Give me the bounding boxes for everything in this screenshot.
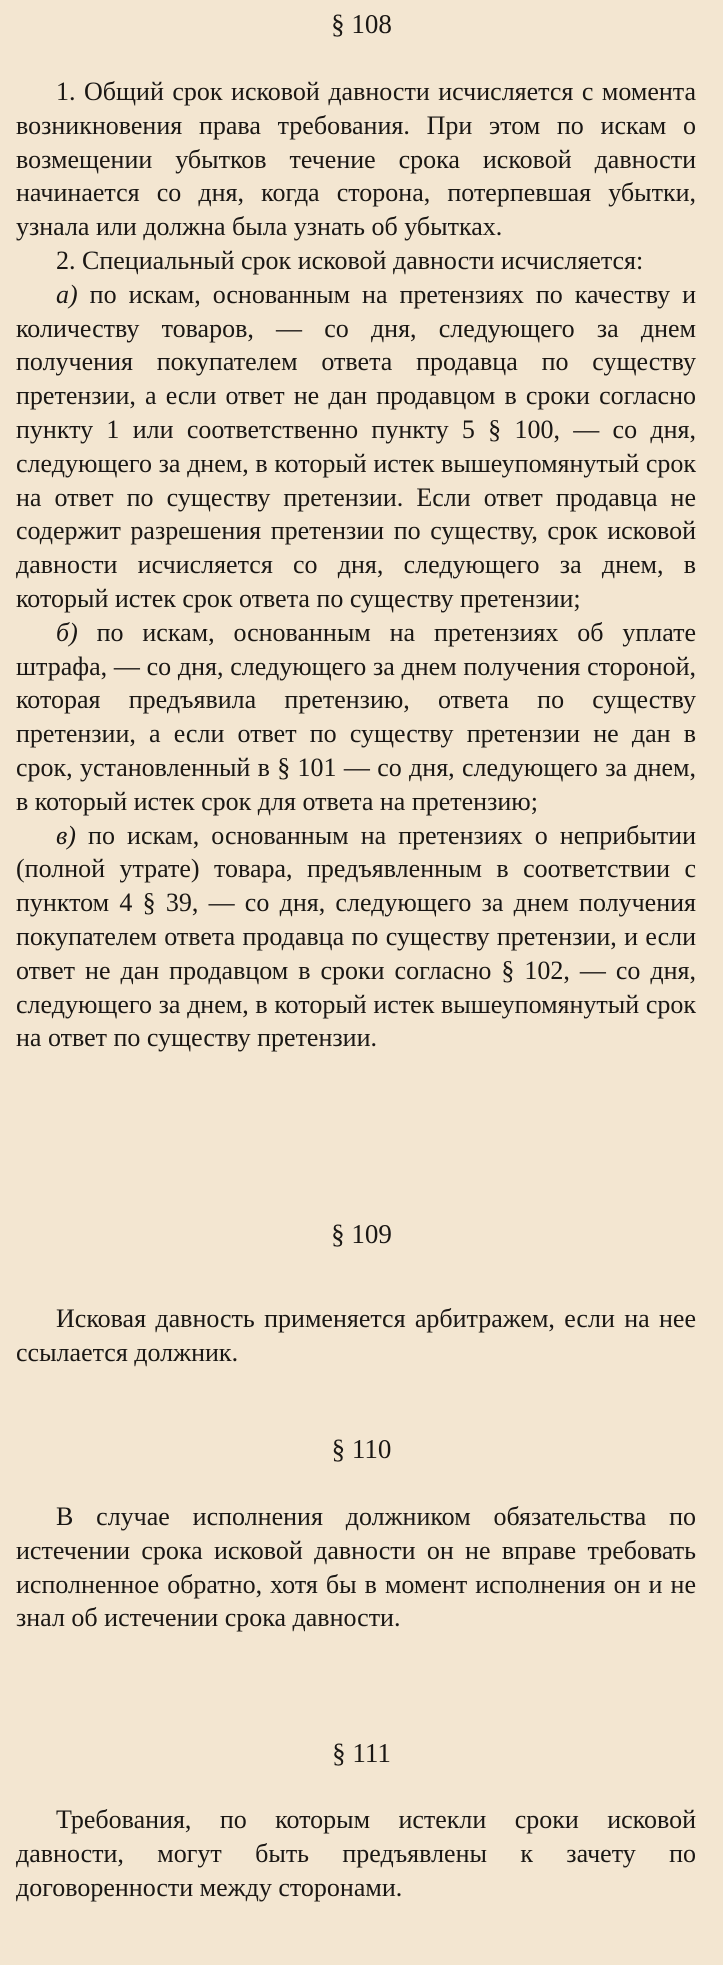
clause-a-text: по искам, основанным на претензиях по качеству и количеству товаров, — со дня, следующего за днем получения покупателем ответа продавца по существу претензии, а если ответ не дан продавцом в сроки согласно пункту 1 или соответственно пункту 5 § 100, — со дня, следующего за днем, в который истек вышеупомянутый срок на ответ по существу претензии. Если ответ продавца не содержит разрешения претензии по существу, срок исковой давности исчисляется со дня, следующего за днем, в который истек срок ответа по существу претензии;	[16, 279, 696, 613]
section-108-body	[16, 75, 696, 1055]
section-heading-108: § 108	[331, 9, 392, 39]
clause-b-letter: б)	[56, 617, 78, 647]
section-110-body	[16, 1500, 696, 1635]
section-heading-110: § 110	[331, 1434, 392, 1464]
clause-a-letter: а)	[56, 279, 78, 309]
section-111-body	[16, 1803, 696, 1904]
section-heading-111: § 111	[332, 1738, 391, 1768]
section-110-text: В случае исполнения должником обязательства по истечении срока исковой давности он не вправе требовать исполненное обратно, хотя бы в момент исполнения он и не знал об истечении срока давности.	[16, 1502, 696, 1633]
section-108-paragraph-2: 2. Специальный срок исковой давности исчисляется:	[56, 245, 644, 275]
section-111-text: Требования, по которым истекли сроки исковой давности, могут быть предъявлены к зачету по договоренности между сторонами.	[16, 1805, 696, 1902]
clause-v-text: по искам, основанным на претензиях о неприбытии (полной утрате) товара, предъявленным в соответствии с пунктом 4 § 39, — со дня, следующего за днем получения покупателем ответа продавца по существу претензии, и если ответ не дан продавцом в сроки согласно § 102, — со дня, следующего за днем, в который истек вышеупомянутый срок на ответ по существу претензии.	[16, 820, 696, 1053]
section-109-text: Исковая давность применяется арбитражем, если на нее ссылается должник.	[16, 1304, 696, 1367]
clause-b-text: по искам, основанным на претензиях об уплате штрафа, — со дня, следующего за днем получения стороной, которая предъявила претензию, ответа по существу претензии, а если ответ по существу претензии не дан в срок, установленный в § 101 — со дня, следующего за днем, в который истек срок для ответа на претензию;	[16, 617, 696, 816]
section-108-paragraph-1: 1. Общий срок исковой давности исчисляется с момента возникновения права требования. При этом по искам о возмещении убытков течение срока исковой давности начинается со дня, когда сторона, потерпевшая убытки, узнала или должна была узнать об убытках.	[16, 77, 696, 242]
clause-b	[16, 616, 696, 819]
section-heading-109: § 109	[331, 1219, 392, 1249]
clause-a	[16, 278, 696, 616]
section-109-body	[16, 1302, 696, 1370]
clause-v	[16, 819, 696, 1056]
clause-v-letter: в)	[56, 820, 76, 850]
